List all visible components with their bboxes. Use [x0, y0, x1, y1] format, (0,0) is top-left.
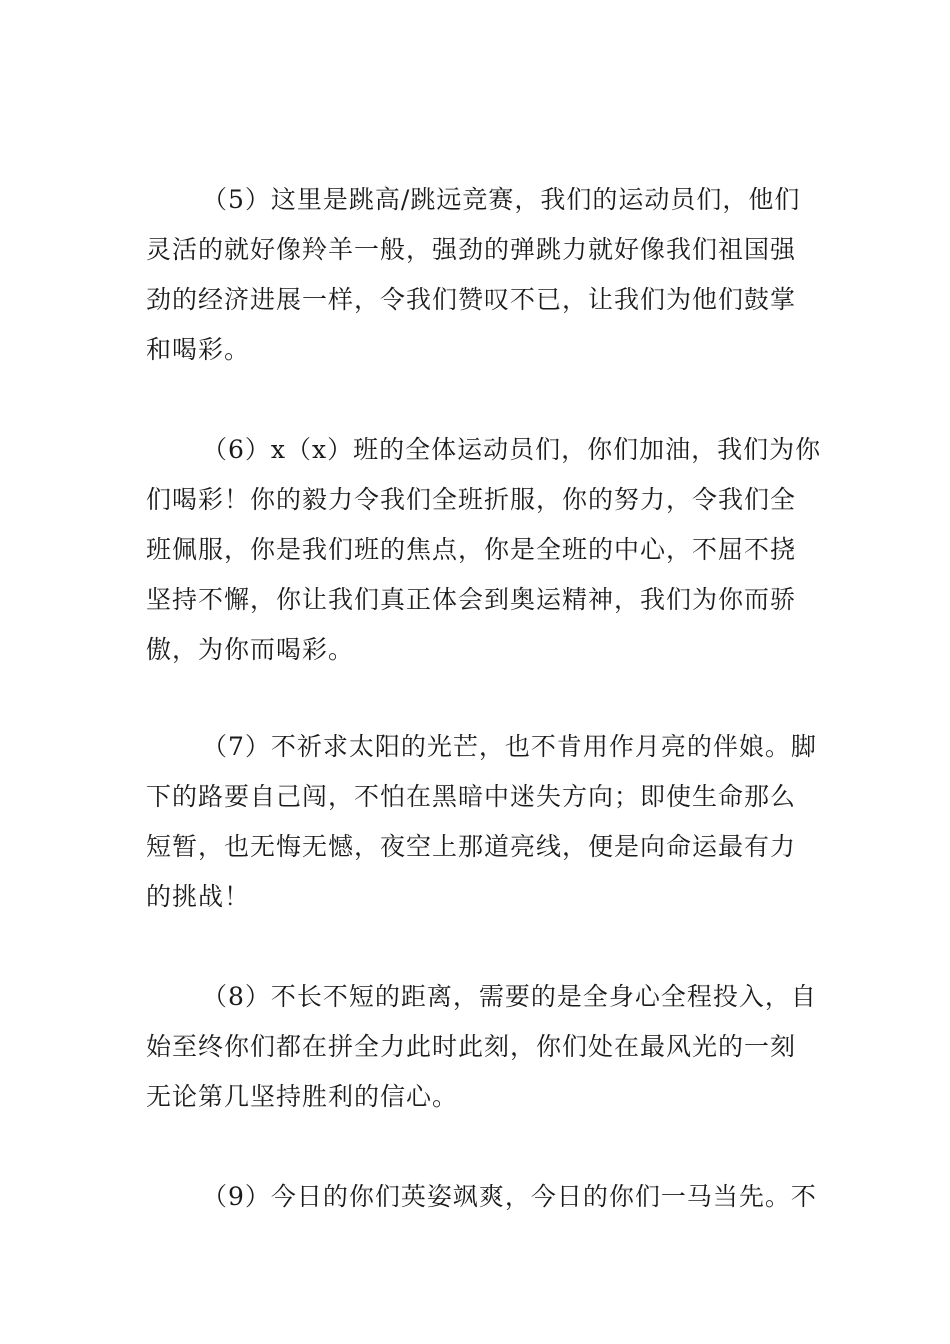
text-line: 劲的经济进展一样，令我们赞叹不已，让我们为他们鼓掌	[146, 285, 797, 314]
text-line: 始至终你们都在拼全力此时此刻，你们处在最风光的一刻	[146, 1032, 797, 1061]
paragraph-5	[146, 175, 814, 375]
text-line: （9）今日的你们英姿飒爽，今日的你们一马当先。不	[202, 1182, 817, 1211]
text-line: （8）不长不短的距离，需要的是全身心全程投入，自	[202, 982, 817, 1011]
text-line: 下的路要自己闯，不怕在黑暗中迷失方向；即使生命那么	[146, 782, 797, 811]
text-line: （6）x（x）班的全体运动员们，你们加油，我们为你	[202, 435, 822, 464]
text-line: 班佩服，你是我们班的焦点，你是全班的中心，不屈不挠	[146, 535, 797, 564]
text-line: 无论第几坚持胜利的信心。	[146, 1082, 459, 1111]
text-line: 和喝彩。	[146, 335, 251, 364]
paragraph-7	[146, 722, 817, 922]
text-line: 傲，为你而喝彩。	[146, 635, 355, 664]
paragraph-9	[146, 1172, 817, 1222]
text-line: （7）不祈求太阳的光芒，也不肯用作月亮的伴娘。脚	[202, 732, 817, 761]
text-line: 灵活的就好像羚羊一般，强劲的弹跳力就好像我们祖国强	[146, 235, 797, 264]
text-line: 坚持不懈，你让我们真正体会到奥运精神，我们为你而骄	[146, 585, 797, 614]
text-line: 们喝彩！你的毅力令我们全班折服，你的努力，令我们全	[146, 485, 797, 514]
paragraph-8	[146, 972, 817, 1122]
text-line: （5）这里是跳高/跳远竞赛，我们的运动员们，他们	[202, 185, 801, 214]
paragraph-6	[146, 425, 822, 675]
text-line: 的挑战！	[146, 882, 251, 911]
text-line: 短暂，也无悔无憾，夜空上那道亮线，便是向命运最有力	[146, 832, 797, 861]
